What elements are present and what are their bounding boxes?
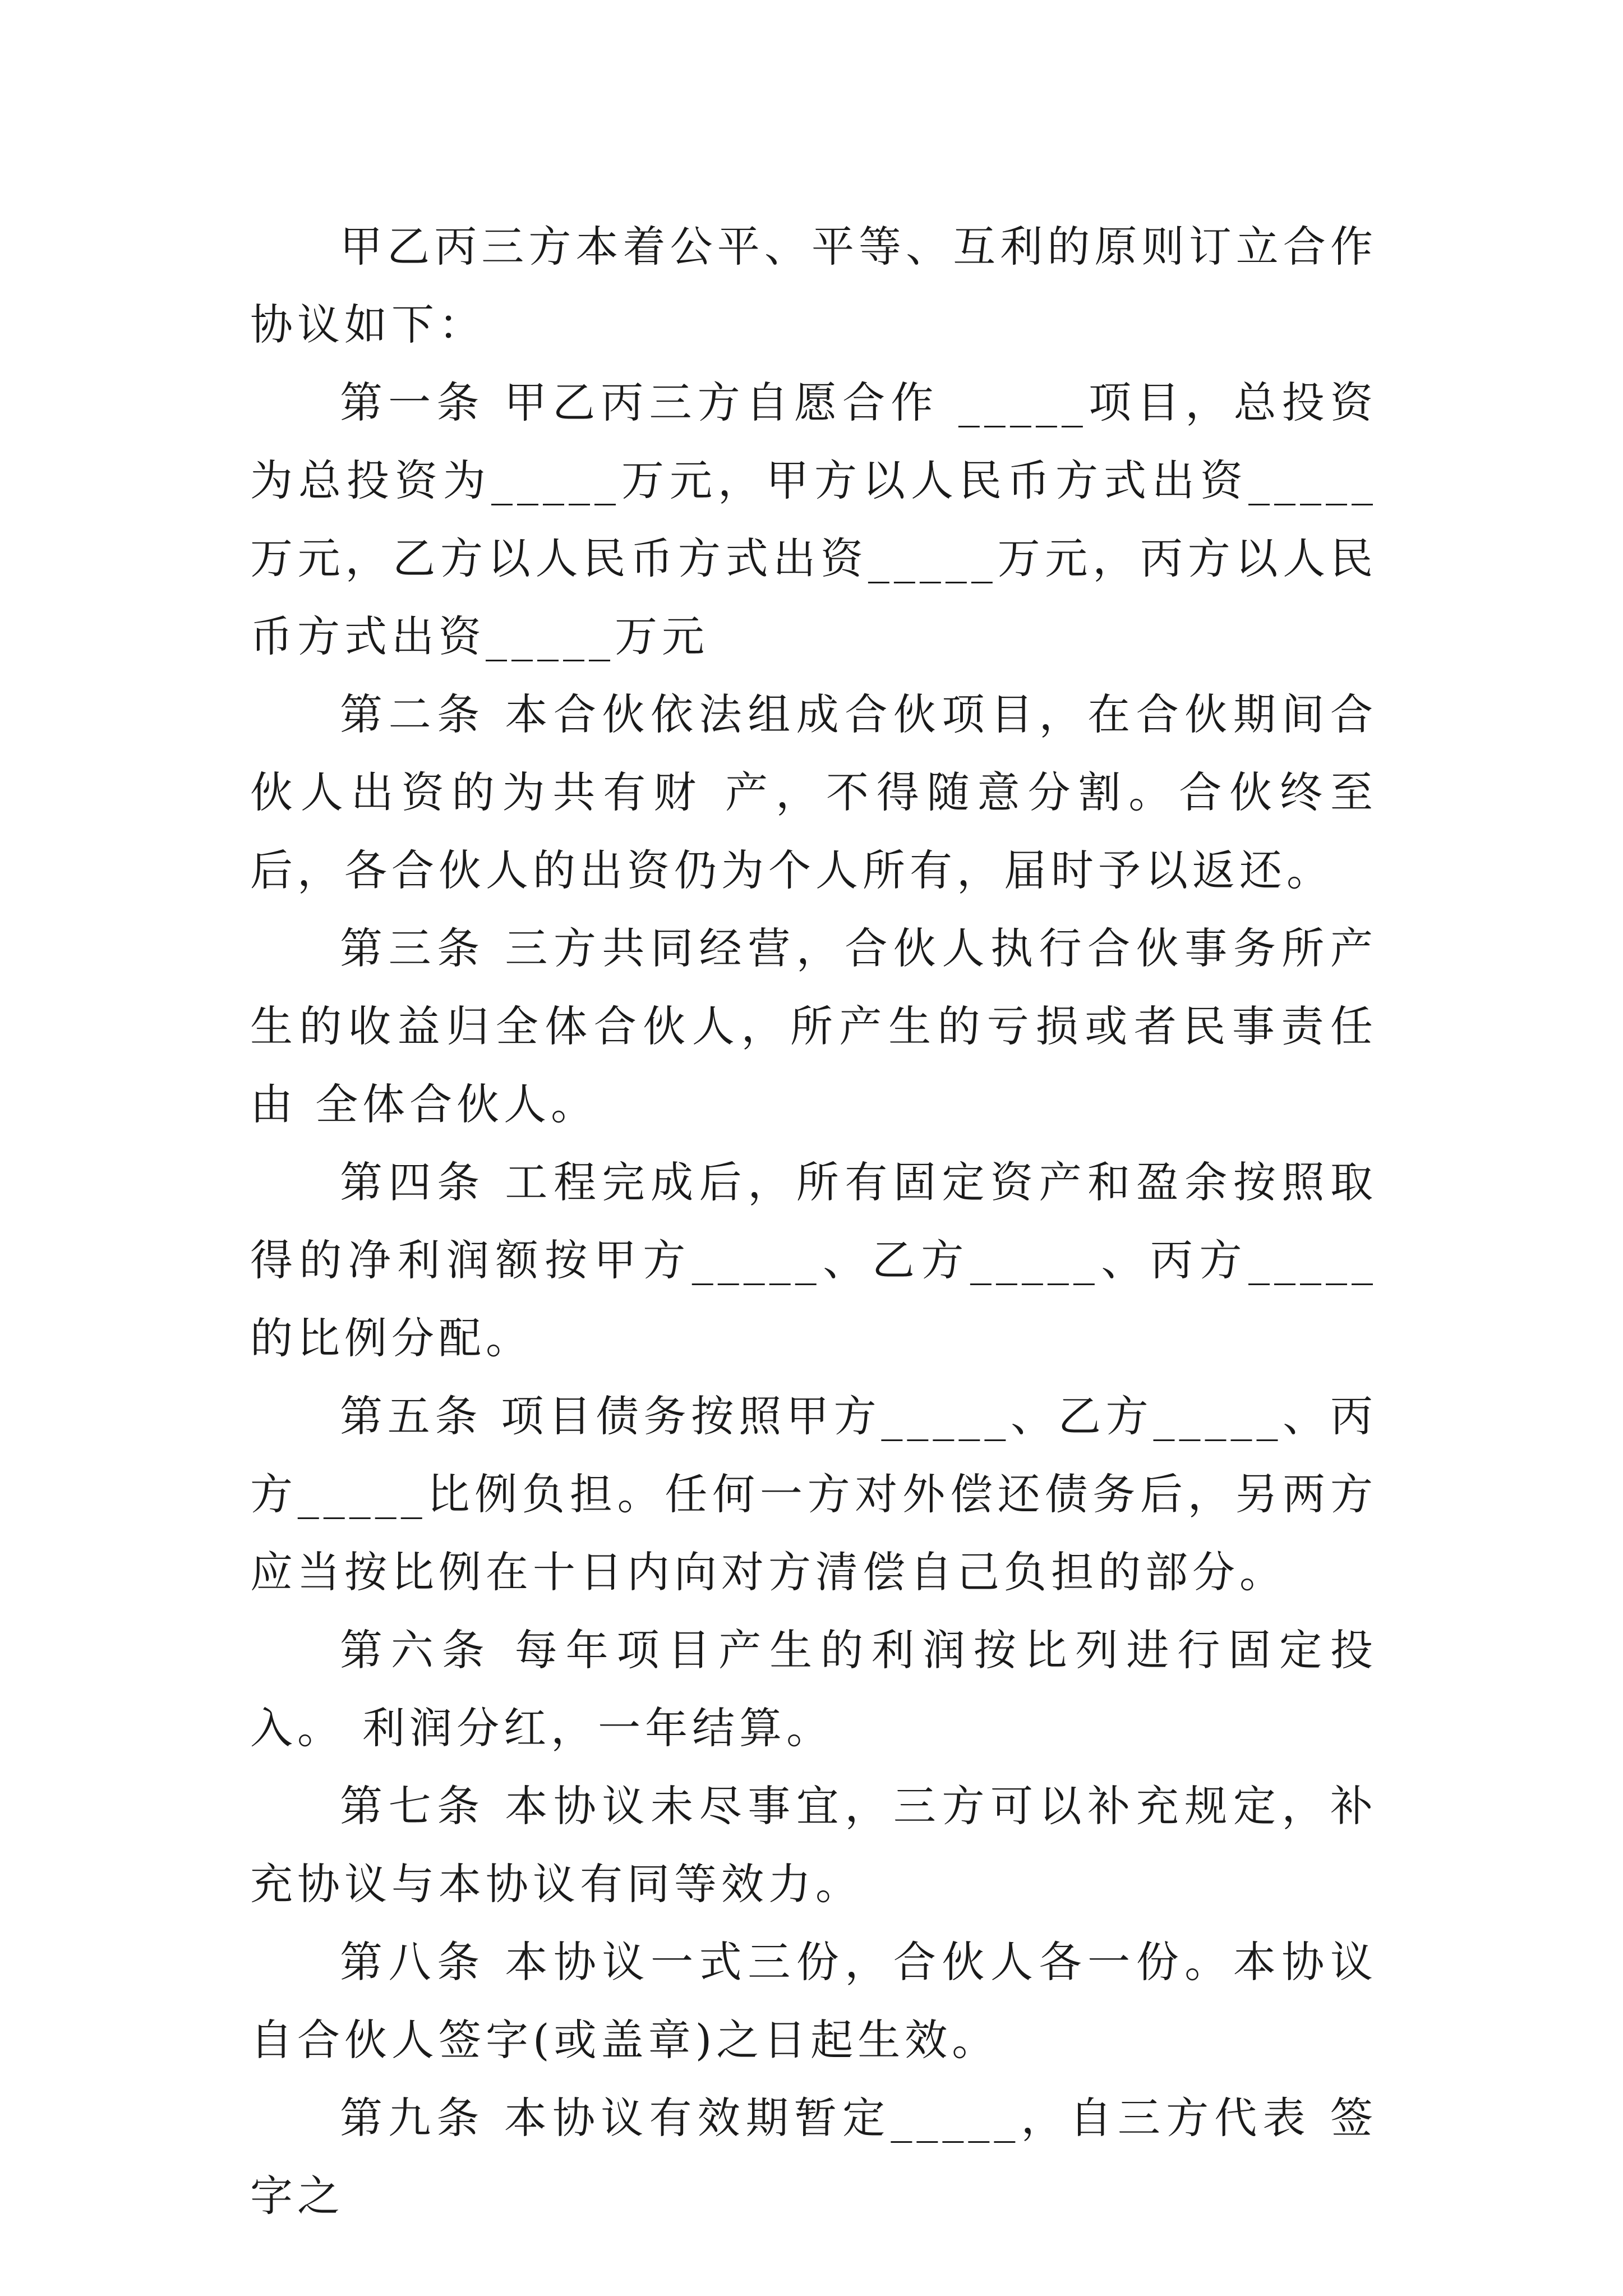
paragraph-article-6: 第六条 每年项目产生的利润按比列进行固定投入。 利润分红，一年结算。: [250, 1625, 1377, 1753]
paragraph-article-9: 第九条 本协议有效期暂定_____，自三方代表 签字之: [250, 2093, 1377, 2221]
paragraph-intro: 甲乙丙三方本着公平、平等、互利的原则订立合作协议如下：: [250, 222, 1377, 349]
document-body: [250, 208, 1377, 2235]
paragraph-article-7: 第七条 本协议未尽事宜，三方可以补充规定，补充协议与本协议有同等效力。: [250, 1781, 1377, 1909]
paragraph-article-4: 第四条 工程完成后，所有固定资产和盈余按照取得的净利润额按甲方_____、乙方_____、丙方_____的比例分配。: [250, 1157, 1377, 1363]
paragraph-article-2: 第二条 本合伙依法组成合伙项目，在合伙期间合伙人出资的为共有财 产，不得随意分割。合伙终至后，各合伙人的出资仍为个人所有，届时予以返还。: [250, 689, 1377, 895]
paragraph-article-5: 第五条 项目债务按照甲方_____、乙方_____、丙方_____比例负担。任何一方对外偿还债务后，另两方应当按比例在十日内向对方清偿自己负担的部分。: [250, 1391, 1377, 1597]
paragraph-article-8: 第八条 本协议一式三份，合伙人各一份。本协议自合伙人签字(或盖章)之日起生效。: [250, 1937, 1377, 2065]
paragraph-article-1: 第一条 甲乙丙三方自愿合作 _____项目，总投资为总投资为_____万元，甲方以人民币方式出资_____万元，乙方以人民币方式出资_____万元，丙方以人民币方式出资_____万元: [250, 378, 1377, 661]
paragraph-article-3: 第三条 三方共同经营，合伙人执行合伙事务所产生的收益归全体合伙人，所产生的亏损或者民事责任由 全体合伙人。: [250, 923, 1377, 1129]
